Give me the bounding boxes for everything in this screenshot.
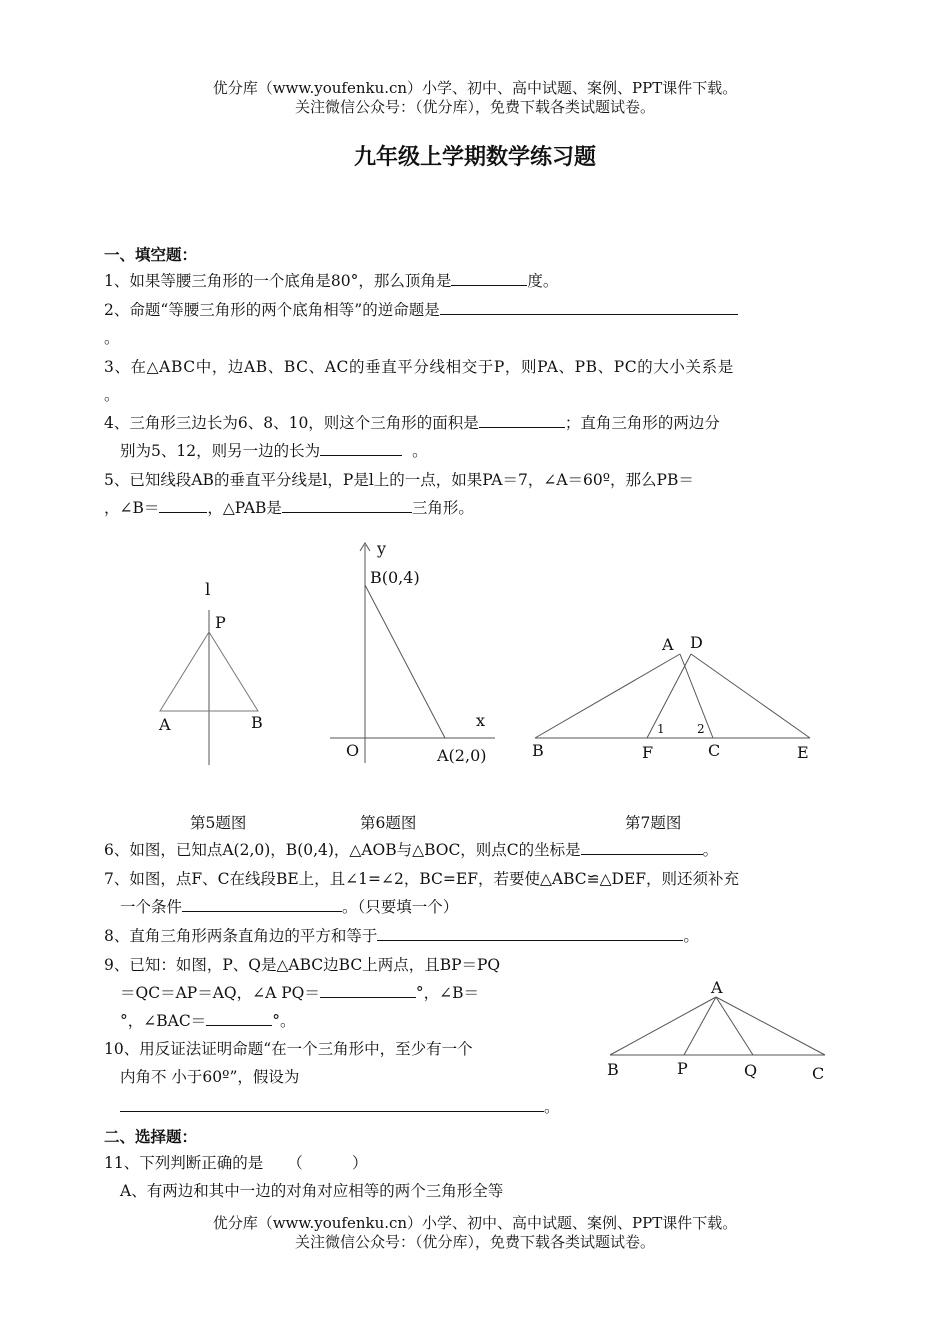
label-x: x <box>476 711 486 730</box>
question-4: 4、三角形三边长为6、8、10，则这个三角形的面积是 ；直角三角形的两边分 <box>104 414 720 432</box>
option-a: A、有两边和其中一边的对角对应相等的两个三角形全等 <box>120 1182 504 1200</box>
label-y: y <box>377 539 387 558</box>
question-7-cont: 一个条件 。（只要填一个） <box>120 898 459 916</box>
label-a: A <box>159 715 171 734</box>
label-b: B <box>532 741 544 760</box>
question-9-cont: ＝QC＝AP＝AQ，∠A PQ＝ °，∠B＝ <box>120 984 479 1002</box>
segment-fd <box>647 654 691 738</box>
caption-figure-6: 第6题图 <box>360 814 417 832</box>
section-fill-in: 一、填空题： <box>104 245 198 264</box>
label-o: O <box>346 741 360 760</box>
label-angle-2: 2 <box>697 722 705 736</box>
question-7: 7、如图，点F、C在线段BE上，且∠1=∠2，BC=EF，若要使△ABC≌△DEF，则还须补充 <box>104 870 740 888</box>
header-line-2: 关注微信公众号：（优分库），免费下载各类试题试卷。 <box>294 98 655 116</box>
label-q: Q <box>744 1061 758 1080</box>
question-3-end: 。 <box>104 386 120 404</box>
label-a: A <box>711 978 723 997</box>
page-title: 九年级上学期数学练习题 <box>353 145 596 170</box>
label-a: A <box>662 635 674 654</box>
answer-blank[interactable] <box>581 840 703 855</box>
question-4-cont: 别为5、12，则另一边的长为 。 <box>120 442 428 460</box>
figure-9 <box>600 975 840 1095</box>
question-10-cont: 内角不 小于60º”，假设为 <box>120 1068 300 1086</box>
answer-blank[interactable] <box>182 897 342 912</box>
label-b: B(0,4) <box>370 568 420 587</box>
answer-blank[interactable] <box>120 1097 544 1112</box>
label-c: C <box>708 741 721 760</box>
question-2: 2、命题“等腰三角形的两个底角相等”的逆命题是 <box>104 300 738 320</box>
label-e: E <box>797 743 809 762</box>
answer-blank[interactable] <box>206 1011 272 1026</box>
caption-figure-7: 第7题图 <box>625 814 682 832</box>
answer-blank[interactable] <box>479 413 565 428</box>
segment-aq <box>716 997 753 1055</box>
figure-7 <box>530 630 820 770</box>
answer-blank[interactable] <box>282 498 412 513</box>
answer-blank[interactable] <box>377 926 683 941</box>
question-9: 9、已知：如图，P、Q是△ABC边BC上两点，且BP＝PQ <box>104 956 501 974</box>
segment-ab <box>365 585 445 738</box>
segment-ac <box>716 997 825 1055</box>
answer-blank[interactable] <box>320 441 402 456</box>
label-l: l <box>205 580 211 600</box>
answer-parens[interactable]: （ ） <box>287 1154 368 1172</box>
figure-6 <box>330 535 510 775</box>
label-b: B <box>251 713 263 732</box>
label-c: C <box>812 1064 825 1083</box>
question-5-cont: ，∠B＝ ，△PAB是 三角形。 <box>104 499 474 517</box>
label-d: D <box>690 633 703 652</box>
question-2-end: 。 <box>104 329 120 347</box>
question-9-end: °，∠BAC＝ °。 <box>120 1012 296 1030</box>
label-f: F <box>642 743 654 762</box>
answer-blank[interactable] <box>320 983 416 998</box>
segment-de <box>691 654 810 738</box>
section-multiple-choice: 二、选择题： <box>104 1127 198 1146</box>
caption-figure-5: 第5题图 <box>190 814 247 832</box>
question-1: 1、如果等腰三角形的一个底角是80°，那么顶角是 度。 <box>104 272 559 290</box>
question-8: 8、直角三角形两条直角边的平方和等于 。 <box>104 927 699 945</box>
footer-line-2: 关注微信公众号：（优分库），免费下载各类试题试卷。 <box>294 1233 655 1251</box>
answer-blank[interactable] <box>451 271 527 286</box>
answer-blank[interactable] <box>440 300 738 315</box>
label-a: A(2,0) <box>437 746 487 765</box>
label-b: B <box>607 1060 619 1079</box>
question-5: 5、已知线段AB的垂直平分线是l，P是l上的一点，如果PA＝7，∠A＝60º，那么PB＝ <box>104 471 694 489</box>
question-10: 10、用反证法证明命题“在一个三角形中，至少有一个 <box>104 1040 473 1058</box>
label-angle-1: 1 <box>657 722 665 736</box>
label-p: P <box>677 1059 688 1078</box>
answer-blank[interactable] <box>159 498 207 513</box>
figure-5 <box>150 570 290 770</box>
label-p: P <box>215 613 226 632</box>
question-3: 3、在△ABC中，边AB、BC、AC的垂直平分线相交于P，则PA、PB、PC的大小关系是 <box>104 358 734 376</box>
question-6: 6、如图，已知点A(2,0)，B(0,4)，△AOB与△BOC，则点C的坐标是 。 <box>104 841 719 859</box>
question-10-end: 。 <box>120 1097 560 1117</box>
question-11: 11、下列判断正确的是 （ ） <box>104 1154 368 1172</box>
footer-line-1: 优分库（www.youfenku.cn）小学、初中、高中试题、案例、PPT课件下载。 <box>212 1214 738 1232</box>
header-line-1: 优分库（www.youfenku.cn）小学、初中、高中试题、案例、PPT课件下载。 <box>212 79 738 97</box>
